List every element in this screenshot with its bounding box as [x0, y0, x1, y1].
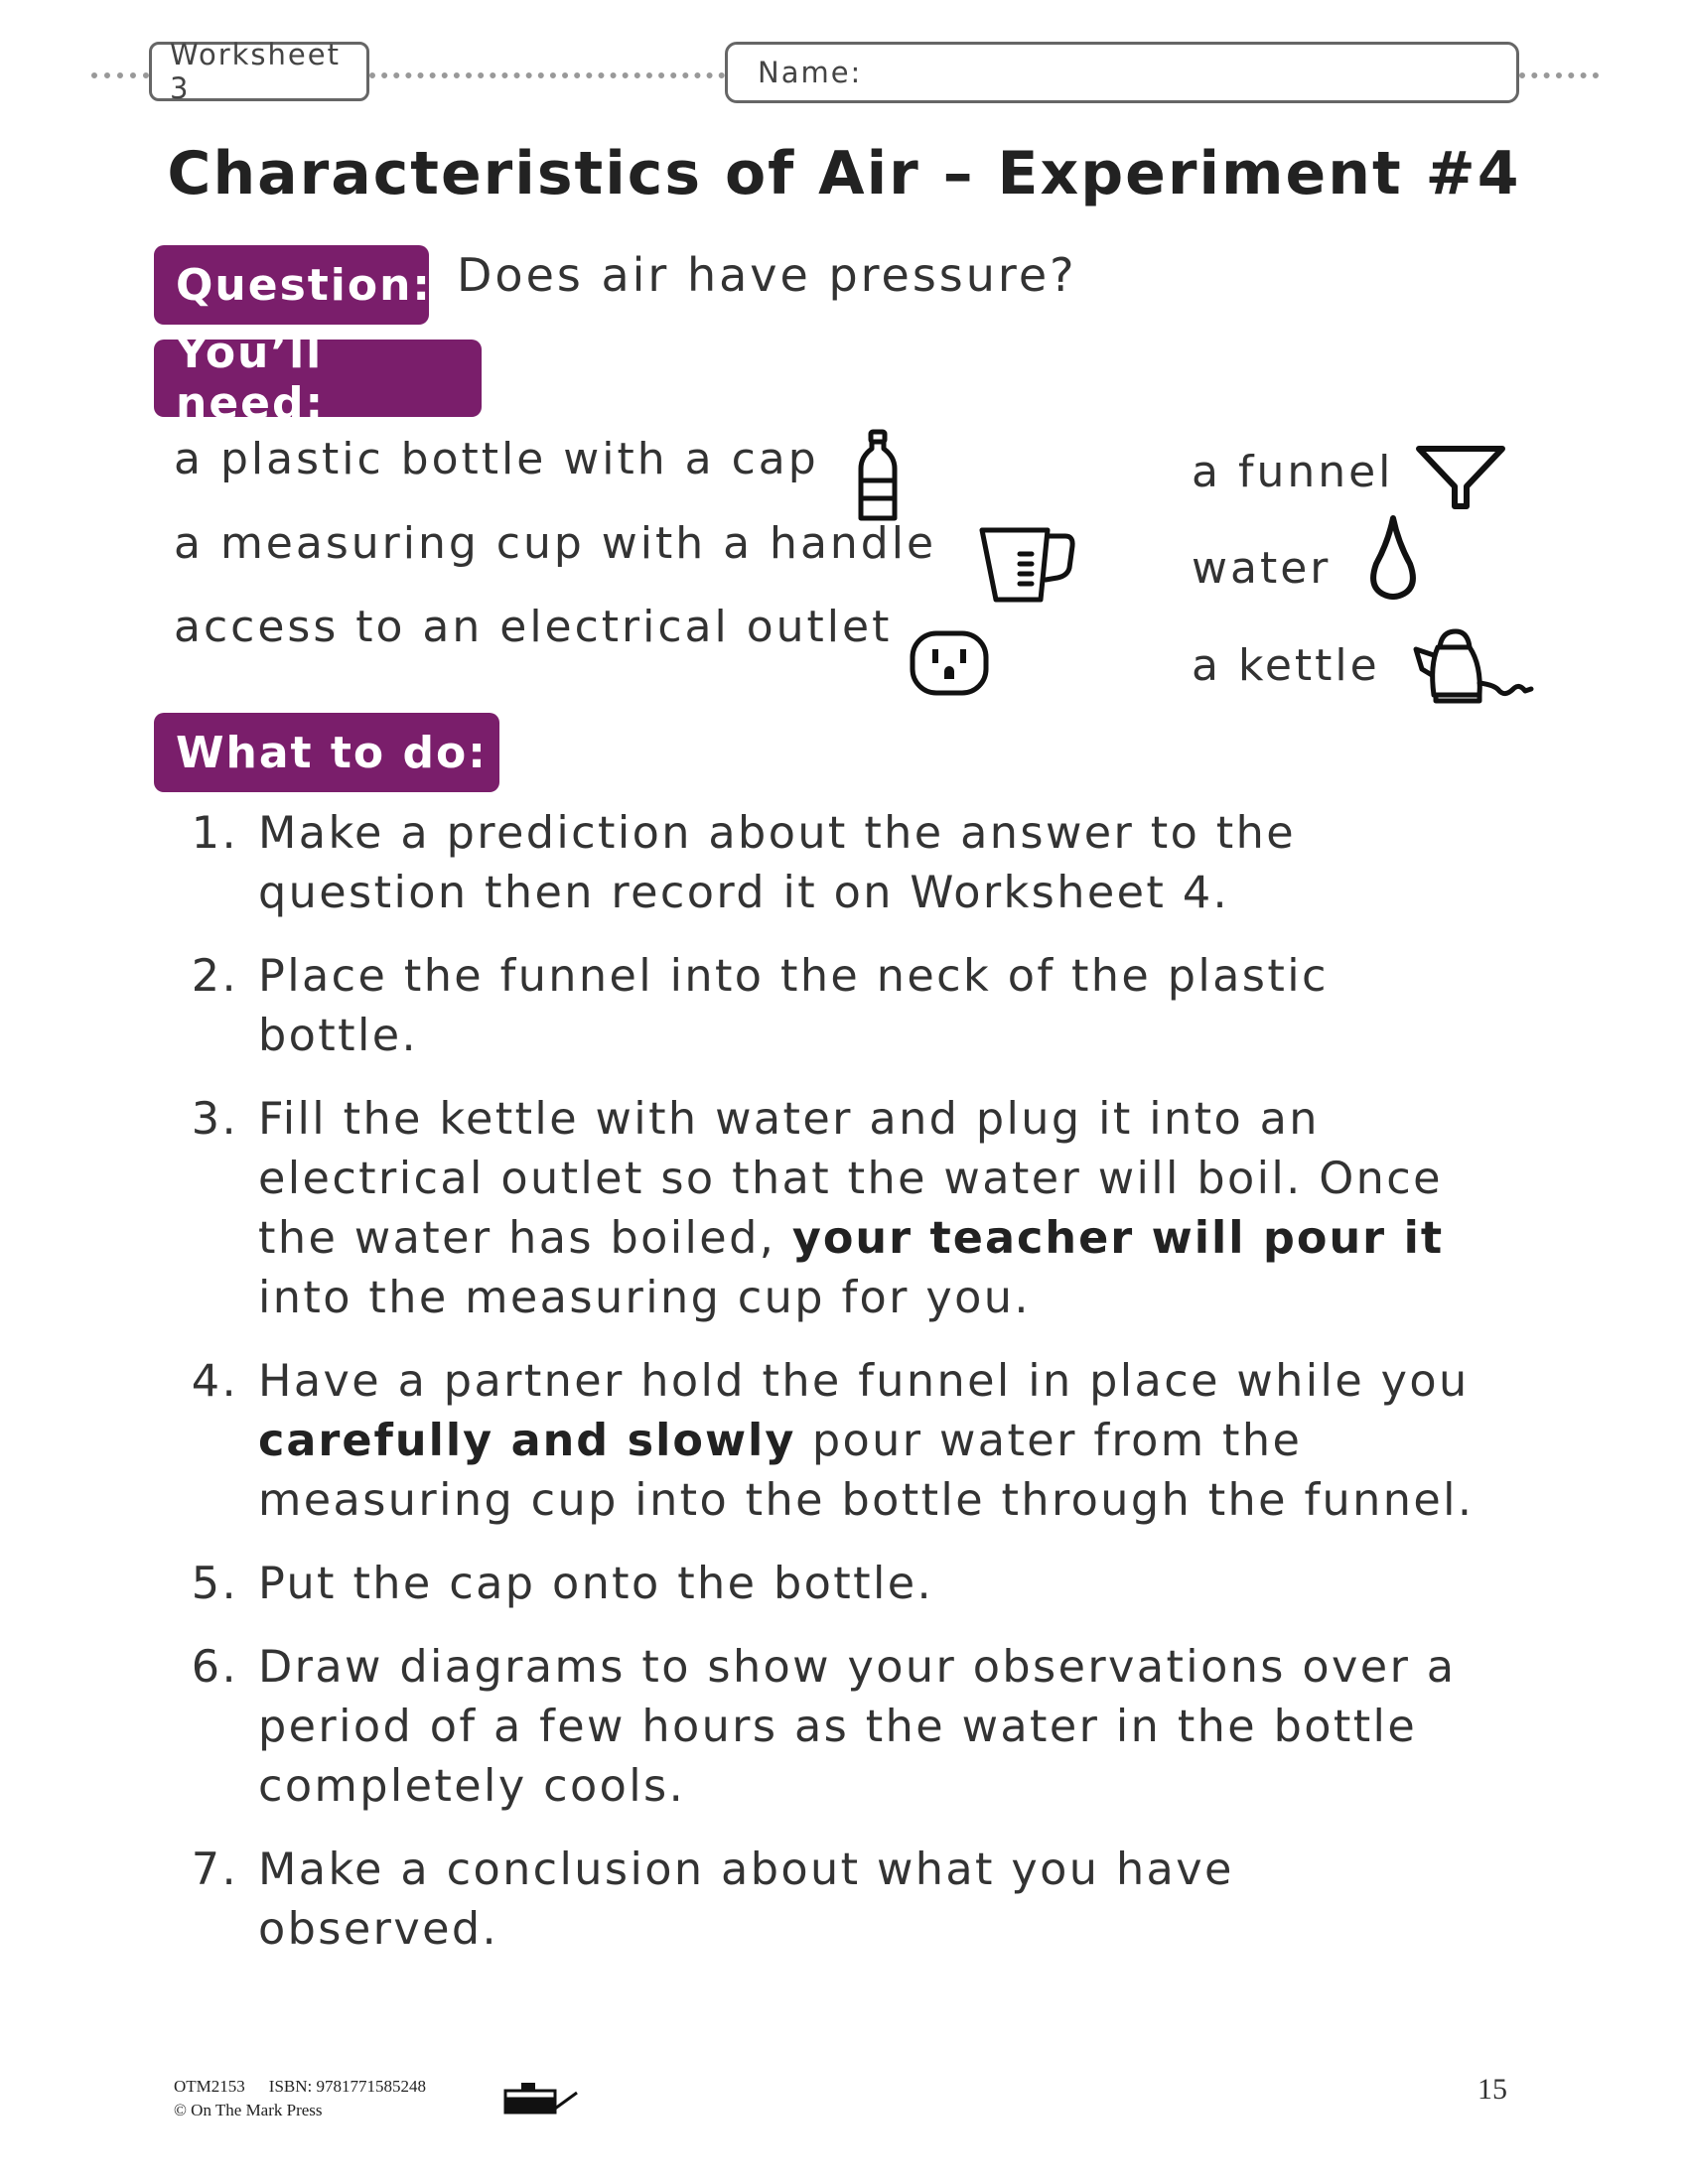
step-text: Make a prediction about the answer to the question then record it on Worksheet 4.: [258, 808, 1297, 918]
question-label: Question:: [154, 245, 429, 325]
kettle-icon: [1410, 625, 1535, 705]
step-text: Place the funnel into the neck of the plastic bottle.: [258, 951, 1329, 1061]
product-code: OTM2153: [174, 2077, 245, 2096]
step-item: [171, 1090, 1481, 1328]
step-item: [171, 947, 1481, 1066]
header-dotted-line-right: [1519, 72, 1599, 78]
page-title: Characteristics of Air – Experiment #4: [167, 139, 1521, 208]
step-item: [171, 1841, 1481, 1960]
publisher-logo-icon: [501, 2079, 581, 2120]
material-item-water: water: [1192, 543, 1332, 594]
name-label: Name:: [758, 56, 863, 89]
procedure-steps: [171, 804, 1481, 1983]
step-number: 7.: [191, 1844, 238, 1895]
header-dotted-line-middle: [369, 72, 725, 78]
step-item: [171, 804, 1481, 923]
step-text: Have a partner hold the funnel in place while you carefully and slowly pour water from the measuring cup into the bottle through the funnel.: [258, 1356, 1475, 1526]
material-item-kettle: a kettle: [1192, 640, 1380, 691]
procedure-label: What to do:: [154, 713, 499, 792]
name-field[interactable]: [725, 42, 1519, 103]
step-number: 4.: [191, 1356, 238, 1407]
outlet-icon: [909, 629, 990, 697]
step-item: [171, 1638, 1481, 1817]
material-item-outlet: access to an electrical outlet: [174, 602, 893, 652]
step-number: 6.: [191, 1642, 238, 1693]
bottle-icon: [856, 429, 900, 524]
isbn-text: ISBN: 9781771585248: [268, 2077, 426, 2096]
step-number: 2.: [191, 951, 238, 1002]
water-drop-icon: [1368, 514, 1418, 600]
question-text: Does air have pressure?: [457, 248, 1077, 302]
emphasis-text: carefully and slowly: [258, 1416, 796, 1466]
material-item-measuring-cup: a measuring cup with a handle: [174, 518, 937, 569]
footer-info: [174, 2075, 450, 2122]
step-text: Make a conclusion about what you have observed.: [258, 1844, 1234, 1955]
step-item: [171, 1555, 1481, 1614]
measuring-cup-icon: [978, 524, 1077, 606]
emphasis-text: your teacher will pour it: [791, 1213, 1445, 1264]
worksheet-label: Worksheet 3: [170, 38, 341, 105]
step-item: [171, 1352, 1481, 1531]
material-item-bottle: a plastic bottle with a cap: [174, 434, 819, 484]
material-item-funnel: a funnel: [1192, 447, 1394, 497]
step-number: 1.: [191, 808, 238, 859]
step-number: 3.: [191, 1094, 238, 1145]
step-number: 5.: [191, 1559, 238, 1609]
funnel-icon: [1415, 443, 1506, 510]
materials-label: You’ll need:: [154, 340, 482, 417]
worksheet-label-box: [149, 38, 369, 105]
step-text: Put the cap onto the bottle.: [258, 1559, 934, 1609]
page-number: 15: [1477, 2073, 1507, 2106]
header-dotted-line-left: [91, 72, 149, 78]
copyright-text: © On The Mark Press: [174, 2101, 323, 2119]
step-text: Draw diagrams to show your observations over a period of a few hours as the water in the bottle completely cools.: [258, 1642, 1457, 1812]
step-text: Fill the kettle with water and plug it into an electrical outlet so that the water will boil. Once the water has boiled, your teacher will pour it into the measuring cup for you.: [258, 1094, 1445, 1323]
